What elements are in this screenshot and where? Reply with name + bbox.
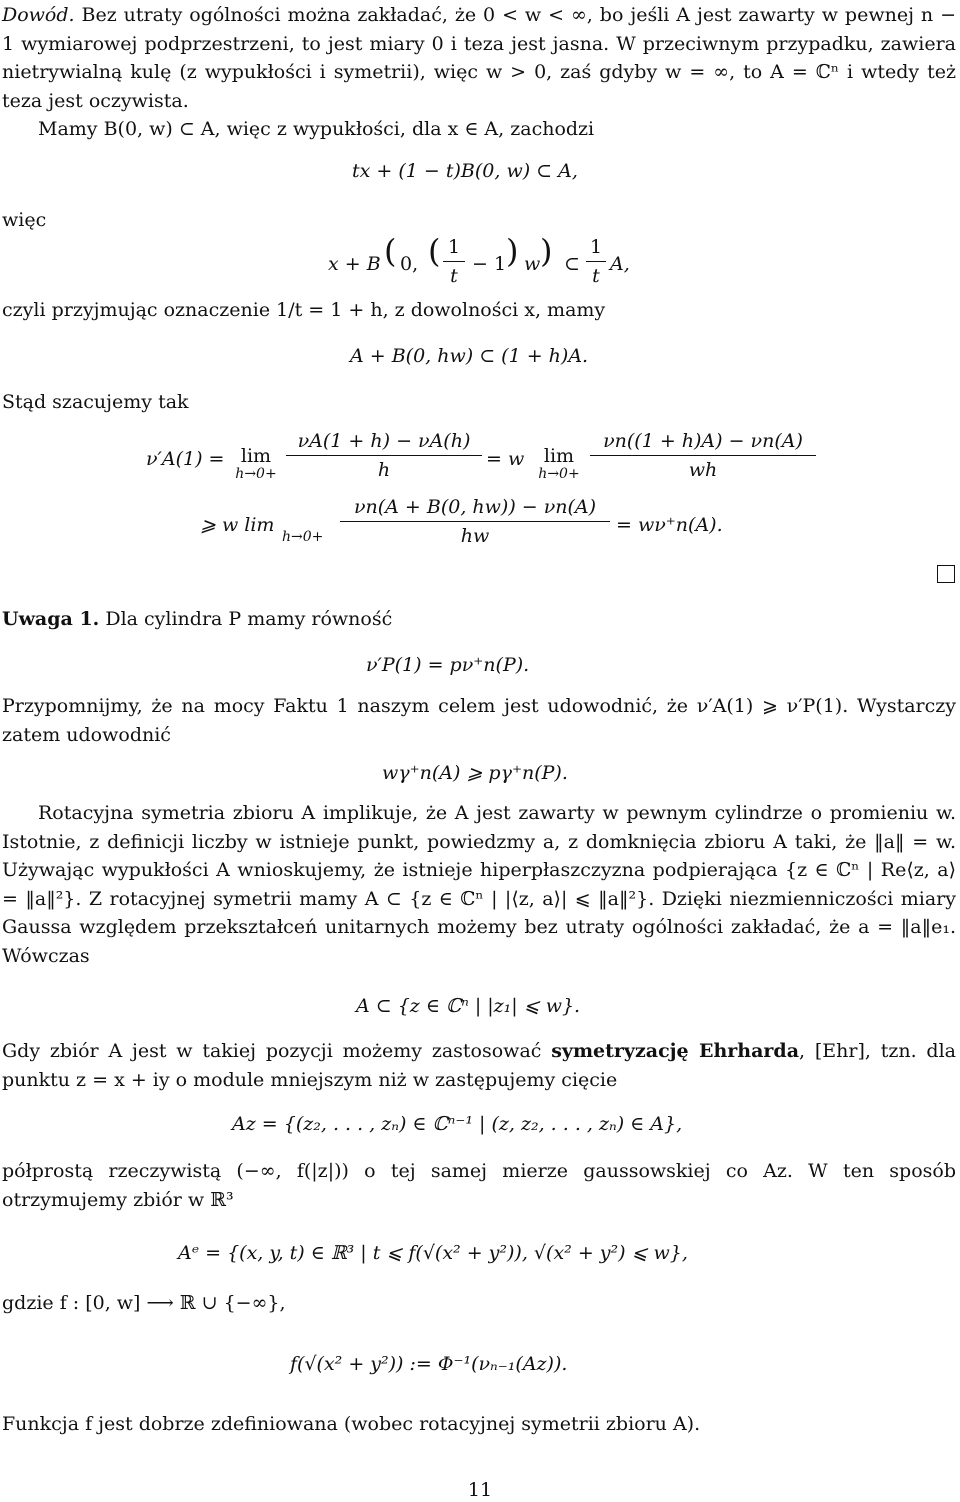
equation-cylinder: ν′P(1) = pν⁺n(P).	[366, 654, 530, 676]
eq2-subset: ⊂	[564, 253, 580, 275]
paragraph-polprosta: półprostą rzeczywistą (−∞, f(|z|)) o tej samej mierze gaussowskiej co Az. W ten sposób otrzymujemy zbiór w ℝ³	[2, 1160, 956, 1211]
eq4-fraction-3	[340, 494, 610, 549]
eq4-lim-word: lim	[240, 445, 272, 467]
eq2-inner-rest: − 1	[472, 253, 507, 275]
eq2-rhs-num: 1	[589, 236, 603, 258]
eq4-lim-sub-2: h→0+	[538, 466, 580, 482]
equation-minkowski-sum: A + B(0, hw) ⊂ (1 + h)A.	[350, 345, 589, 367]
fraction-bar	[443, 261, 465, 262]
equation-convexity: tx + (1 − t)B(0, w) ⊂ A,	[352, 160, 578, 182]
paragraph-funkcja: Funkcja f jest dobrze zdefiniowana (wobec rotacyjnej symetrii zbioru A).	[2, 1413, 701, 1435]
eq4-f3-num: νn(A + B(0, hw)) − νn(A)	[353, 496, 597, 518]
remark	[2, 606, 392, 632]
equation-gamma: wγ⁺n(A) ⩾ pγ⁺n(P).	[382, 762, 568, 784]
equation-section: Az = {(z₂, . . . , zₙ) ∈ ℂⁿ⁻¹ | (z, z₂, . . . , zₙ) ∈ A},	[232, 1113, 683, 1135]
remark-label: Uwaga 1.	[2, 608, 100, 630]
paragraph-mamy: Mamy B(0, w) ⊂ A, więc z wypukłości, dla x ∈ A, zachodzi	[38, 118, 595, 140]
text-stad: Stąd szacujemy tak	[2, 391, 189, 413]
eq2-frac-den: t	[450, 265, 458, 287]
gdy-post: , [Ehr], tzn. dla punktu z = x + iy o module mniejszym niż w zastępujemy cięcie	[2, 1040, 957, 1091]
eq4-limit	[226, 446, 286, 482]
eq2-paren-close: )	[540, 232, 553, 270]
equation-cylinder-inclusion: A ⊂ {z ∈ ℂⁿ | |z₁| ⩽ w}.	[356, 995, 581, 1017]
page-number: 11	[467, 1479, 493, 1501]
eq4-row2-sub: h→0+	[282, 529, 324, 545]
eq2-fraction	[443, 234, 465, 289]
eq2-paren-inner-open: (	[428, 232, 441, 270]
eq4-row2-lead: ⩾ w lim	[200, 514, 275, 536]
word-wiec: więc	[2, 209, 47, 231]
paragraph-gdy	[2, 1037, 956, 1094]
eq4-fraction-1	[286, 428, 482, 483]
fraction-bar	[586, 261, 606, 262]
eq2-paren-open: (	[384, 232, 397, 270]
paragraph-czyli: czyli przyjmując oznaczenie 1/t = 1 + h, z dowolności x, mamy	[2, 299, 606, 321]
proof-intro-text: Bez utraty ogólności można zakładać, że 0 < w < ∞, bo jeśli A jest zawarty w pewnej n − 1 wymiarowej podprzestrzeni, to jest miary 0 i teza jest jasna. W przeciwnym przypadku, zawiera nietrywialną kulę (z wypukłości i symetrii), więc w > 0, zaś gdyby w = ∞, to A = ℂⁿ i wtedy też teza jest oczywista.	[2, 4, 956, 112]
gdy-pre: Gdy zbiór A jest w takiej pozycji możemy zastosować	[2, 1040, 552, 1062]
gdy-bold: symetryzację Ehrharda	[551, 1040, 800, 1062]
paragraph-przypomnijmy: Przypomnijmy, że na mocy Faktu 1 naszym celem jest udowodnić, że ν′A(1) ⩾ ν′P(1). Wystarczy zatem udowodnić	[2, 695, 956, 746]
eq4-fraction-2	[590, 428, 816, 483]
eq2-inner-w: w	[524, 253, 541, 275]
eq2-left: x + B	[328, 253, 381, 275]
equation-ehrhard-set: Aᵉ = {(x, y, t) ∈ ℝ³ | t ⩽ f(√(x² + y²)), √(x² + y²) ⩽ w},	[178, 1242, 688, 1264]
eq4-f1-num: νA(1 + h) − νA(h)	[297, 430, 471, 452]
eq2-rhs-tail: A,	[610, 253, 630, 275]
eq4-mid: = w	[486, 448, 525, 470]
eq4-f2-den: wh	[688, 459, 718, 481]
eq2-frac-num: 1	[447, 236, 461, 258]
fraction-bar	[286, 455, 482, 456]
proof-label: Dowód.	[2, 4, 75, 26]
eq2-inner-start: 0,	[400, 253, 419, 275]
eq4-f1-den: h	[377, 459, 391, 481]
eq4-lhs: ν′A(1) =	[146, 448, 225, 470]
eq4-row2-tail: = wν⁺n(A).	[616, 514, 723, 536]
qed-box	[937, 565, 955, 583]
remark-text: Dla cylindra P mamy równość	[105, 608, 393, 630]
eq4-limit-2	[528, 446, 590, 482]
eq4-f3-den: hw	[460, 525, 490, 547]
eq2-rhs-den: t	[592, 265, 600, 287]
eq2-rhs-fraction	[586, 234, 606, 289]
eq4-lim-word-2: lim	[543, 445, 575, 467]
text-gdzie: gdzie f : [0, w] ⟶ ℝ ∪ {−∞},	[2, 1292, 286, 1314]
fraction-bar	[590, 455, 816, 456]
proof-intro-paragraph	[2, 1, 956, 115]
eq2-paren-inner-close: )	[506, 232, 519, 270]
eq4-lim-sub: h→0+	[235, 466, 277, 482]
equation-f-definition: f(√(x² + y²)) := Φ⁻¹(νₙ₋₁(Az)).	[290, 1353, 568, 1375]
eq4-f2-num: νn((1 + h)A) − νn(A)	[603, 430, 803, 452]
fraction-bar	[340, 521, 610, 522]
paragraph-rotacyjna: Rotacyjna symetria zbioru A implikuje, że A jest zawarty w pewnym cylindrze o promieniu w. Istotnie, z definicji liczby w istnieje punkt, powiedzmy a, z domknięcia zbioru A taki, że ‖a‖ = w. Używając wypukłości A wnioskujemy, że istnieje hiperpłaszczyzna podpierająca {z ∈ ℂⁿ | Re⟨z, a⟩ = ‖a‖²}. Z rotacyjnej symetrii mamy A ⊂ {z ∈ ℂⁿ | |⟨z, a⟩| ⩽ ‖a‖²}. Dzięki niezmienniczości miary Gaussa względem przekształceń unitarnych możemy bez utraty ogólności zakładać, że a = ‖a‖e₁. Wówczas	[2, 802, 956, 967]
